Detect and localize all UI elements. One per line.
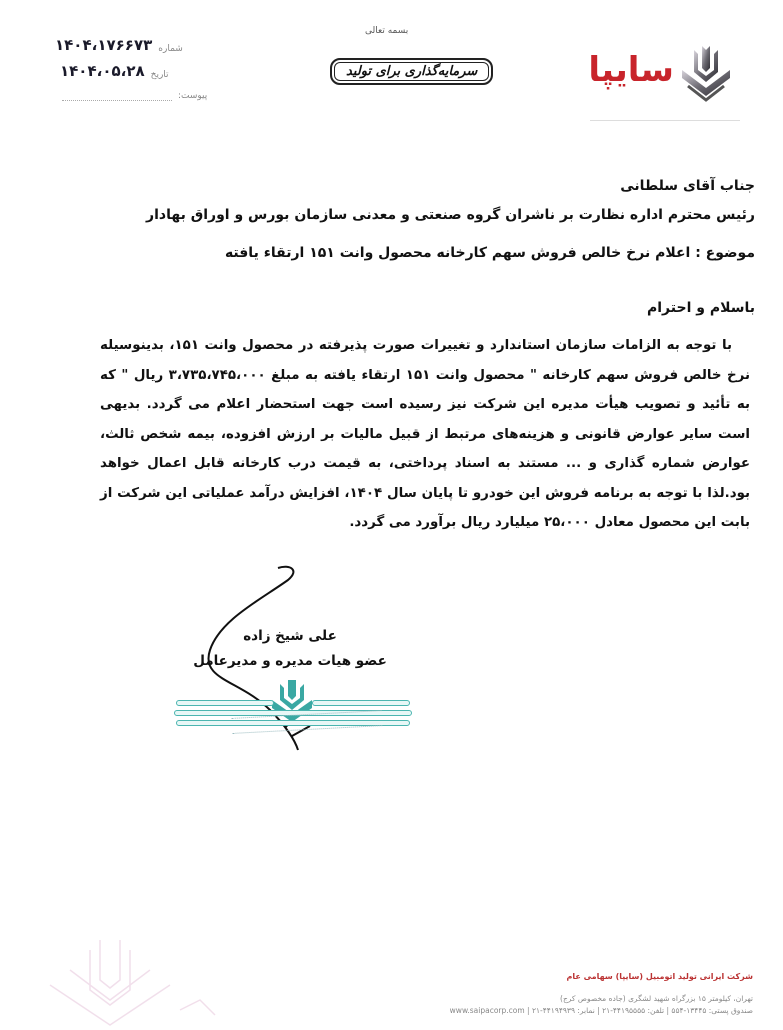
signatory-name: علی شیخ زاده [243,628,337,644]
letter-number-label: شماره [158,44,183,54]
stamp-stripe [176,700,274,706]
attachment-row [62,90,207,101]
letter-subject: موضوع : اعلام نرخ خالص فروش سهم کارخانه محصول وانت ۱۵۱ ارتقاء یافته [224,245,755,261]
saipa-emblem-icon [678,44,734,102]
letter-number-row [55,36,183,54]
logo-divider [590,120,740,121]
saipa-wordmark: سایپا [588,50,674,90]
recipient-title: رئیس محترم اداره نظارت بر ناشران گروه صنعتی و معدنی سازمان بورس و اوراق بهادار [146,207,755,223]
letter-date-row [60,62,169,80]
slogan-emblem: سرمایه‌گذاری برای تولید [330,58,493,85]
company-stamp [172,680,412,760]
greeting: باسلام و احترام [647,300,755,316]
footer-address: تهران، کیلومتر ۱۵ بزرگراه شهید لشگری (جاده مخصوص کرج) [560,994,753,1003]
letter-number-value: ۱۴۰۴،۱۷۶۶۷۳ [55,36,153,54]
letter-date-label: تاریخ [150,70,169,80]
stamp-stripe [312,700,410,706]
signatory-title: عضو هیات مدیره و مدیرعامل [193,653,387,669]
saipa-logo [570,44,740,124]
saipa-watermark-icon [40,930,230,1030]
recipient-name: جناب آقای سلطانی [620,178,755,194]
footer-contact: صندوق پستی: ۱۳۴۴۵-۵۵۴ | تلفن: ۴۴۱۹۵۵۵۵-۲۱ | نمابر: ۴۴۱۹۴۹۳۹-۲۱ | www.saipacorp.com [449,1006,753,1015]
besmeh-text: بسمه تعالی [365,26,409,36]
footer-company-name: شرکت ایرانی تولید اتومبیل (سایپا) سهامی عام [566,972,753,981]
attachment-label: پیوست: [178,91,208,101]
attachment-blank-line [62,90,172,101]
letter-date-value: ۱۴۰۴،۰۵،۲۸ [60,62,145,80]
letter-body-paragraph: با توجه به الزامات سازمان استاندارد و تغییرات صورت پذیرفته در محصول وانت ۱۵۱، بدینوسیله نرخ خالص فروش سهم کارخانه " محصول وانت ۱۵۱ ارتقاء یافته به مبلغ ۳،۷۳۵،۷۴۵،۰۰۰ ریال " که به تأئید و تصویب هیأت مدیره این شرکت نیز رسیده است جهت استحضار اعلام می گردد. بدیهی است سایر عوارض قانونی و هزینه‌های مرتبط از قبیل مالیات بر ارزش افزوده، بیمه شخص ثالث، عوارض شماره گذاری و ... مستند به اسناد پرداختی، به قیمت درب کارخانه قابل اعمال خواهد بود.لذا با توجه به برنامه فروش این خودرو تا پایان سال ۱۴۰۴، افزایش درآمد عملیاتی این شرکت از بابت این محصول معادل ۲۵،۰۰۰ میلیارد ریال برآورد می گردد. [100,338,751,530]
